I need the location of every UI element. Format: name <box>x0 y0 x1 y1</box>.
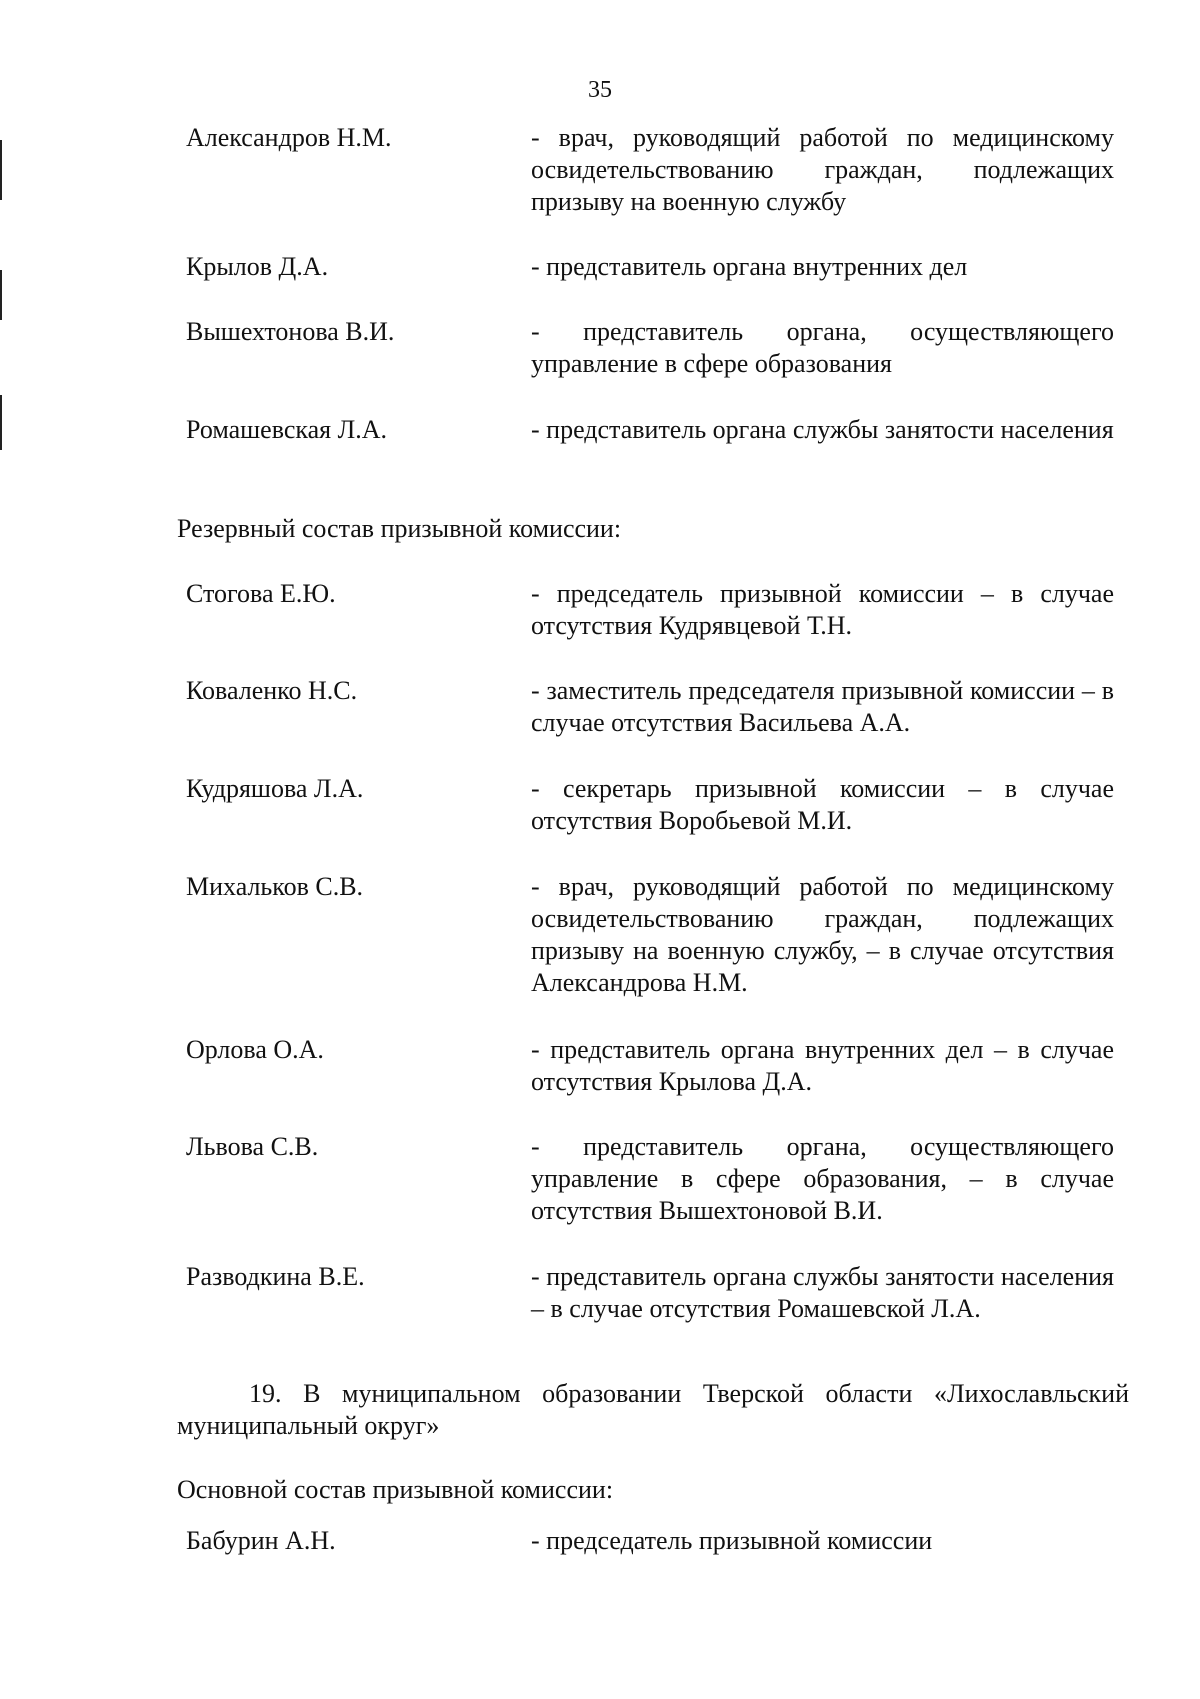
scan-edge-mark <box>0 270 2 320</box>
member-name: Кудряшова Л.А. <box>186 774 364 803</box>
member-role: - представитель органа службы занятости населения <box>531 415 1114 444</box>
member-name: Львова С.В. <box>186 1132 319 1161</box>
member-role: - врач, руководящий работой по медицинскому освидетельствованию граждан, подлежащих призыву на военную службу, – в случае отсутствия Александрова Н.М. <box>531 872 1114 997</box>
member-role: - представитель органа внутренних дел – в случае отсутствия Крылова Д.А. <box>531 1035 1114 1096</box>
member-name: Александров Н.М. <box>186 123 392 152</box>
scan-edge-mark <box>0 140 2 200</box>
scan-edge-mark <box>0 395 2 450</box>
main-heading: Основной состав призывной комиссии: <box>177 1475 614 1504</box>
member-role: - секретарь призывной комиссии – в случае отсутствия Воробьевой М.И. <box>531 774 1114 835</box>
member-role: - представитель органа внутренних дел <box>531 252 968 281</box>
member-name: Ромашевская Л.А. <box>186 415 388 444</box>
member-name: Крылов Д.А. <box>186 252 329 281</box>
member-role: - заместитель председателя призывной комиссии – в случае отсутствия Васильева А.А. <box>531 676 1114 737</box>
reserve-heading: Резервный состав призывной комиссии: <box>177 514 622 543</box>
member-name: Орлова О.А. <box>186 1035 324 1064</box>
member-role: - представитель органа, осуществляющего управление в сфере образования <box>531 317 1114 378</box>
member-name: Стогова Е.Ю. <box>186 579 336 608</box>
section-19-paragraph: 19. В муниципальном образовании Тверской области «Лихославльский муниципальный округ» <box>177 1379 1129 1440</box>
page-number: 35 <box>588 77 612 103</box>
member-role: - представитель органа службы занятости населения – в случае отсутствия Ромашевской Л.А. <box>531 1262 1114 1323</box>
member-role: - представитель органа, осуществляющего управление в сфере образования, – в случае отсутствия Вышехтоновой В.И. <box>531 1132 1114 1225</box>
member-role: - председатель призывной комиссии – в случае отсутствия Кудрявцевой Т.Н. <box>531 579 1114 640</box>
member-name: Михальков С.В. <box>186 872 364 901</box>
member-name: Вышехтонова В.И. <box>186 317 395 346</box>
member-name: Коваленко Н.С. <box>186 676 358 705</box>
member-role: - председатель призывной комиссии <box>531 1526 933 1555</box>
member-role: - врач, руководящий работой по медицинскому освидетельствованию граждан, подлежащих призыву на военную службу <box>531 123 1114 216</box>
member-name: Бабурин А.Н. <box>186 1526 336 1555</box>
member-name: Разводкина В.Е. <box>186 1262 365 1291</box>
